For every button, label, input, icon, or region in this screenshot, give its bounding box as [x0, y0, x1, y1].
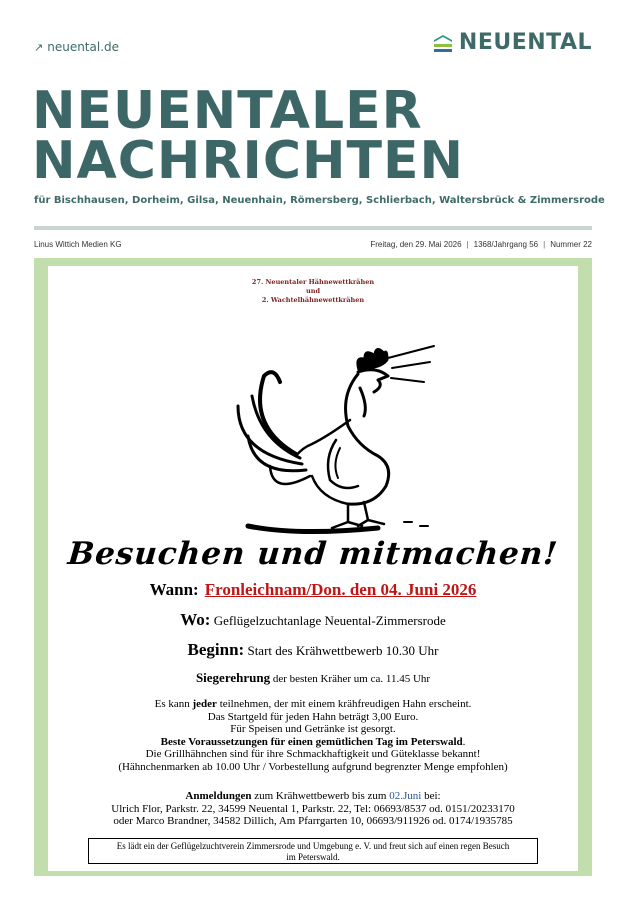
event-title — [48, 278, 578, 305]
footer-line-1: Es lädt ein der Geflügelzuchtverein Zimmersrode und Umgebung e. V. und freut sich auf einen regen Besuch — [116, 841, 510, 851]
body-line-6: (Hähnchenmarken ab 10.00 Uhr / Vorbestellung aufgrund begrenzter Menge empfohlen) — [118, 760, 508, 773]
when-label: Wann: — [149, 580, 199, 599]
separator: | — [543, 240, 546, 249]
event-when — [48, 580, 578, 600]
registration-suffix: bei: — [421, 790, 441, 802]
masthead-line-2: NACHRICHTEN — [32, 131, 465, 191]
brand — [433, 30, 592, 55]
start-value: Start des Krähwettbewerb 10.30 Uhr — [247, 643, 439, 658]
start-label: Beginn: — [187, 640, 245, 659]
body-line-4 — [48, 736, 578, 749]
event-where — [48, 610, 578, 630]
body-text: Es kann — [154, 698, 193, 710]
registration-date: 02.Juni — [389, 790, 422, 802]
when-value: Fronleichnam/Don. den 04. Juni 2026 — [204, 580, 477, 599]
footer-line-2: im Peterswald. — [286, 852, 340, 862]
poster-footer-box — [88, 838, 538, 864]
body-text-bold: Peterswald — [410, 735, 463, 748]
event-title-line-3: 2. Wachtelhähnewettkrähen — [261, 296, 365, 304]
body-line-5: Die Grillhähnchen sind für ihre Schmackhaftigkeit und Güteklasse bekannt! — [145, 748, 481, 760]
body-text-bold: jeder — [192, 698, 217, 710]
registration-label: Anmeldungen — [185, 790, 252, 802]
poster-content — [48, 266, 578, 871]
event-award — [48, 670, 578, 686]
event-poster — [34, 258, 592, 876]
body-text: . — [462, 735, 466, 748]
body-text: teilnehmen, der mit einem krähfreudigen Hahn erscheint. — [216, 698, 472, 710]
award-value: der besten Kräher um ca. 11.45 Uhr — [272, 673, 431, 685]
neuental-logo-icon — [433, 33, 453, 53]
issue-info-bar — [34, 238, 592, 252]
registration-line — [48, 790, 578, 803]
body-line-3: Für Speisen und Getränke ist gesorgt. — [230, 723, 396, 735]
publisher: Linus Wittich Medien KG — [34, 240, 122, 249]
event-title-line-1: 27. Neuentaler Hähnewettkrähen — [251, 278, 375, 286]
masthead — [32, 81, 592, 191]
registration-text: zum Krähwettbewerb bis zum — [251, 790, 390, 802]
top-bar — [34, 30, 594, 62]
body-text-bold: Beste Voraussetzungen für einen gemütlichen Tag im — [160, 735, 411, 748]
masthead-line-1: NEUENTALER — [32, 81, 423, 141]
contact-line-2: oder Marco Brandner, 34582 Dillich, Am Pfarrgarten 10, 06693/911926 od. 0174/1935785 — [113, 815, 513, 827]
contact-line-1: Ulrich Flor, Parkstr. 22, 34599 Neuental 1, Parkstr. 22, Tel: 06693/8537 od. 0151/20233170 — [111, 802, 515, 815]
arrow-up-right-icon: ↗ — [34, 41, 44, 54]
body-line-1 — [48, 698, 578, 711]
site-link-text: neuental.de — [47, 40, 120, 54]
masthead-subtitle: für Bischhausen, Dorheim, Gilsa, Neuenhain, Römersberg, Schlierbach, Waltersbrück & Zimmersrode — [34, 195, 605, 206]
where-label: Wo: — [180, 610, 211, 629]
separator: | — [466, 240, 469, 249]
issue-volume: 1368/Jahrgang 56 — [473, 240, 539, 249]
issue-number: Nummer 22 — [550, 240, 592, 249]
issue-info — [370, 240, 592, 249]
site-link[interactable] — [34, 40, 119, 54]
poster-headline: Besuchen und mitmachen! — [66, 536, 560, 572]
where-value: Geflügelzuchtanlage Neuental-Zimmersrode — [213, 613, 446, 628]
poster-body — [48, 698, 578, 773]
event-title-line-2: und — [306, 287, 320, 295]
body-line-2: Das Startgeld für jeden Hahn beträgt 3,00 Euro. — [207, 710, 419, 723]
event-start — [48, 640, 578, 660]
brand-name: NEUENTAL — [458, 30, 592, 55]
rooster-illustration — [208, 336, 448, 536]
registration-info — [48, 790, 578, 828]
header-divider — [34, 226, 592, 230]
award-label: Siegerehrung — [195, 670, 271, 685]
issue-date: Freitag, den 29. Mai 2026 — [370, 240, 462, 249]
